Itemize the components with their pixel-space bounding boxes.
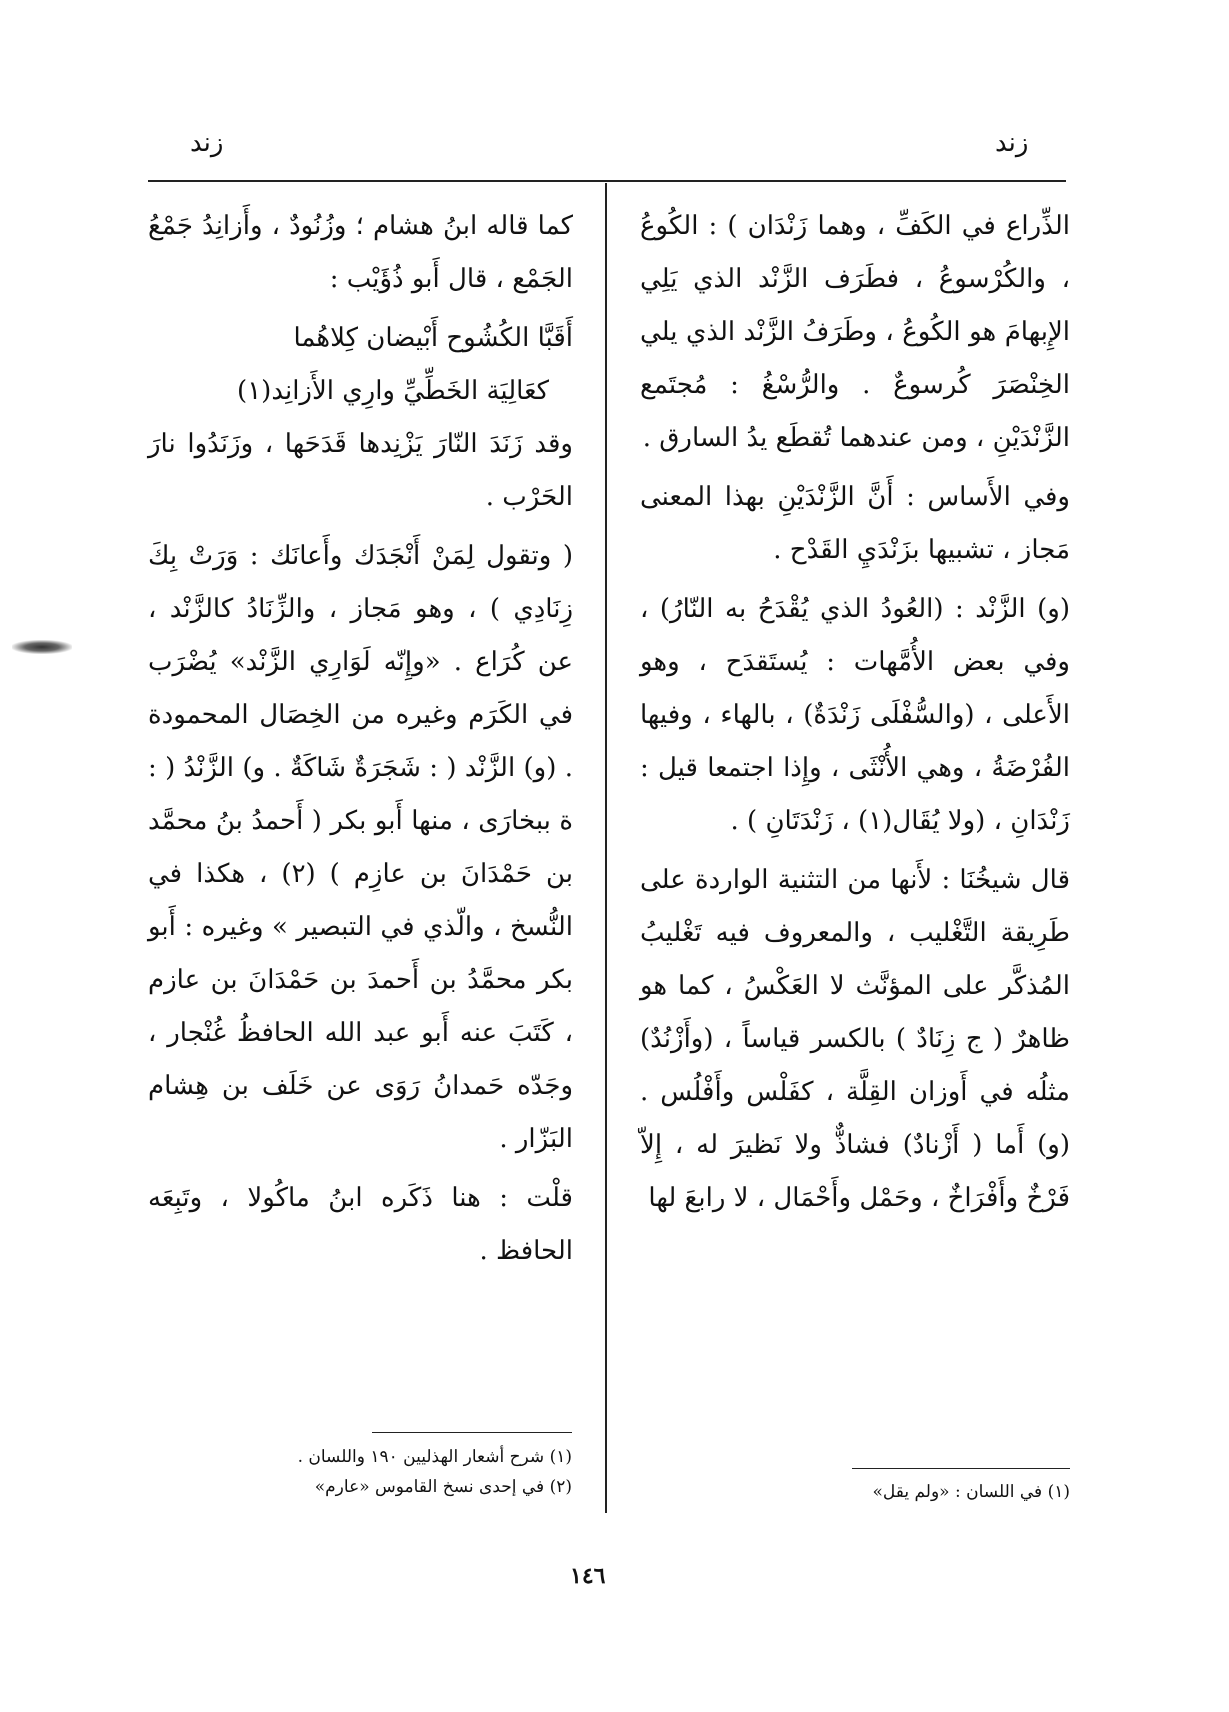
poetry-verse [148,312,573,418]
right-paragraph: وفي الأَساس : أَنَّ الزَّنْدَيْنِ بهذا المعنى مَجاز ، تشبيها بزَنْدَيِ القَدْح . [640,482,1070,565]
left-paragraph: قلْت : هنا ذَكَره ابنُ ماكُولا ، وتَبِعَه الحافظ . [148,1183,573,1266]
left-paragraph: وقد زَنَدَ النّارَ يَزْنِدها قَدَحَها ، وزَنَدُوا نارَ الحَرْب . [148,429,573,512]
right-paragraph: قال شيخُنَا : لأَنها من التثنية الواردة على طَرِيقة التَّغْليب ، والمعروف فيه تَغْليبُ المُذكَّر على المؤنَّث لا العَكْسُ ، كما هو ظاهرٌ ( ج زِنَادٌ ) بالكسر قياساً ، (وأَزْنُدٌ) مثلُه في أَوزان القِلَّة ، كفَلْس وأَفْلُس . (و) أَما ( أَزْنادٌ) فشاذٌّ ولا نَظيرَ له ، إِلاّ فَرْخٌ وأَفْرَاخٌ ، وحَمْل وأَحْمَال ، لا رابعَ لها [640,865,1070,1213]
verse-hemistich-2: كعَالِيَة الخَطِّيِّ وارِي الأَزانِد(١) [237,376,549,406]
footnote: (٢) في إحدى نسخ القاموس «عارم» [314,1477,572,1497]
running-head-left: زند [190,128,224,158]
footnote: (١) شرح أشعار الهذليين ١٩٠ واللسان . [297,1447,572,1467]
footnote-rule-left [372,1432,572,1433]
right-paragraph: (و) الزَّنْد : (العُودُ الذي يُقْدَحُ به النّارُ) ، وفي بعض الأُمَّهات : يُستَقدَح ، وهو الأَعلى ، (والسُّفْلَى زَنْدَةٌ) ، بالهاء ، وفيها الفُرْضَةُ ، وهي الأُنْثَى ، وإِذا اجتمعا قيل : زَنْدَانِ ، (ولا يُقَال(١) ، زَنْدَتَانِ ) . [640,594,1070,836]
scan-smudge [12,640,72,654]
left-paragraph: ( وتقول لِمَنْ أَنْجَدَك وأَعانَك : وَرَتْ بِكَ زِنَادِي ) ، وهو مَجاز ، والزِّنَادُ كالزَّنْد ، عن كُرَاع . «وإِنّه لَوَارِي الزَّنْد» يُضْرَب في الكَرَم وغيره من الخِصَال المحمودة . (و) الزَّنْد ( : شَجَرَةٌ شَاكَةٌ . و) الزَّنْدُ ( : ة ببخارَى ، منها أَبو بكر ( أَحمدُ بنُ محمَّد بن حَمْدَانَ بن عازِم ) (٢) ، هكذا في النُّسخ ، والّذي في التبصير » وغيره : أَبو بكر محمَّدُ بن أَحمدَ بن حَمْدَانَ بن عازم ، كَتَبَ عنه أَبو عبد الله الحافظُ غُنْجار ، وجَدّه حَمدانُ رَوَى عن خَلَف بن هِشام البَزّار . [148,541,573,1154]
page-number: ١٤٦ [570,1563,606,1589]
footnotes-right [810,1477,1070,1507]
footnote: (١) في اللسان : «ولم يقل» [872,1482,1070,1502]
right-paragraph: الذِّراع في الكَفِّ ، وهما زَنْدَان ) : الكُوعُ ، والكُرْسوعُ ، فطَرَف الزَّنْد الذي يَلِي الإِبهامَ هو الكُوعُ ، وطَرَفُ الزَّنْد الذي يلي الخِنْصَرَ كُرسوعٌ . والرُّسْغُ : مُجتَمع الزَّنْدَيْنِ ، ومن عندهما تُقطَع يدُ السارق . [640,211,1070,453]
left-column [148,200,573,1284]
right-column [640,200,1070,1231]
running-head-right: زند [995,128,1029,158]
header-rule [148,180,1066,182]
verse-hemistich-1: أَقَبَّا الكُشُوح أَبْيضان كِلاهُما [293,323,573,353]
left-paragraph: كما قاله ابنُ هشام ؛ وزُنُودٌ ، وأَزانِدُ جَمْعُ الجَمْع ، قال أَبو ذُؤَيْب : [148,211,573,294]
footnotes-left [210,1442,572,1502]
footnote-rule-right [852,1468,1070,1469]
column-divider [605,183,607,1513]
